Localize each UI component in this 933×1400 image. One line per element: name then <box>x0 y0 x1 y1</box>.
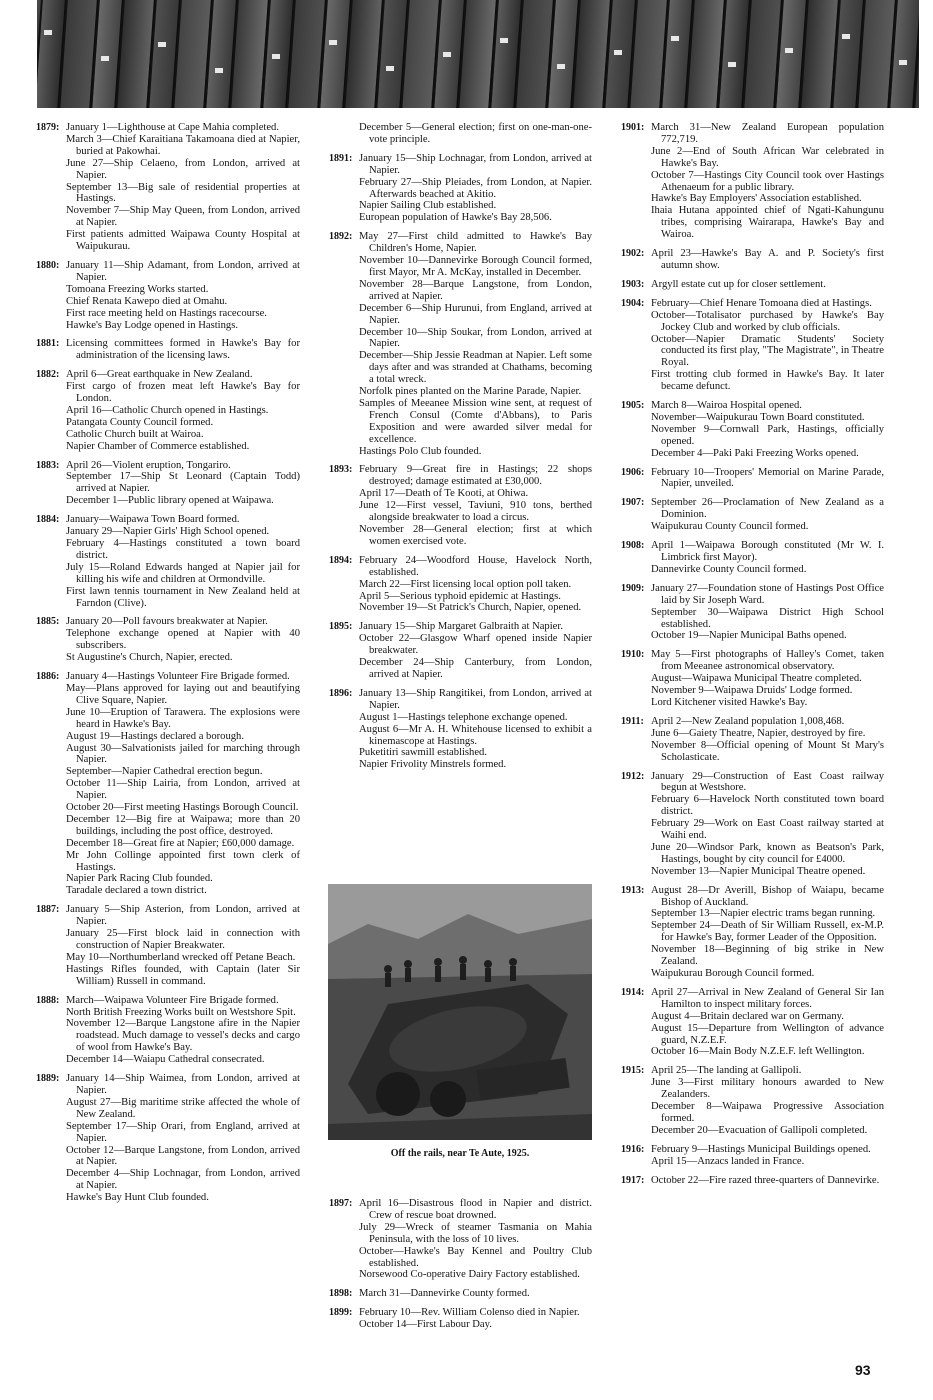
train-wreck-illustration <box>328 884 592 1140</box>
event-entry: January 5—Ship Asterion, from London, arrived at Napier. <box>66 904 300 928</box>
event-entry: August—Waipawa Municipal Theatre completed. <box>651 673 862 685</box>
event-entry: March 22—First licensing local option poll taken. <box>359 578 572 590</box>
event-entry: March 31—Dannevirke County formed. <box>359 1288 530 1300</box>
year-block <box>621 583 884 643</box>
event-entry: March 31—New Zealand European population 772,719. <box>651 122 884 145</box>
spine-label <box>614 50 622 55</box>
event-entry: November 18—Beginning of big strike in New Zealand. <box>651 944 884 968</box>
event-entry: Patangata County Council formed. <box>66 416 214 428</box>
event-entry: October—Totalisator purchased by Hawke's Bay Jockey Club and worked by club officials. <box>651 309 884 333</box>
event-entry: April 17—Death of Te Kooti, at Ohiwa. <box>359 488 529 500</box>
event-entry: November 8—Official opening of Mount St Mary's Scholasticate. <box>651 739 884 763</box>
event-entry: Puketitiri sawmill established. <box>359 747 487 759</box>
year-entries <box>651 1144 884 1168</box>
event-entry: February 29—Work on East Coast railway started at Waihi end. <box>651 818 884 842</box>
event-entry: April 23—Hawke's Bay A. and P. Society's first autumn show. <box>651 248 884 271</box>
event-entry: October 19—Napier Municipal Baths opened. <box>651 630 847 642</box>
year-block <box>36 369 300 452</box>
event-entry: October 22—Glasgow Wharf opened inside Napier breakwater. <box>359 633 592 657</box>
event-entry: Licensing committees formed in Hawke's Bay for administration of the licensing laws. <box>66 338 300 362</box>
event-entry: January 15—Ship Margaret Galbraith at Napier. <box>359 621 563 633</box>
event-entry: January 13—Ship Rangitikei, from London, arrived at Napier. <box>359 687 592 711</box>
event-entry: December 18—Great fire at Napier; £60,000 damage. <box>66 837 295 849</box>
year-block <box>621 400 884 460</box>
year-entries <box>651 1065 884 1136</box>
year-label: 1897: <box>329 1198 353 1209</box>
year-block <box>36 616 300 664</box>
event-entry: May 5—First photographs of Halley's Comet, taken from Meeanee astronomical observatory. <box>651 649 884 673</box>
event-entry: June 6—Gaiety Theatre, Napier, destroyed by fire. <box>651 727 866 739</box>
year-block <box>621 716 884 764</box>
event-entry: November—Waipukurau Town Board constituted. <box>651 411 865 423</box>
event-entry: November 9—Waipawa Druids' Lodge formed. <box>651 685 853 697</box>
event-entry: Hastings Rifles founded, with Captain (later Sir William) Russell in command. <box>66 963 300 987</box>
year-label: 1908: <box>621 540 645 552</box>
year-entries <box>359 688 592 771</box>
event-entry: Samples of Meeanee Mission wine sent, at request of French Consul (Comte d'Abbans), to Paris Exposition and were awarded silver medal for excellence. <box>359 397 592 445</box>
event-entry: November 10—Dannevirke Borough Council formed, first Mayor, Mr A. McKay, installed in December. <box>359 255 592 278</box>
event-entry: Mr John Collinge appointed first town clerk of Hastings. <box>66 849 300 873</box>
event-entry: February 9—Great fire in Hastings; 22 shops destroyed; damage estimated at £30,000. <box>359 464 592 488</box>
event-entry: January 29—Construction of East Coast railway begun at Westshore. <box>651 770 884 794</box>
event-entry: First race meeting held on Hastings racecourse. <box>66 307 267 319</box>
event-entry: Hawke's Bay Hunt Club founded. <box>66 1192 209 1204</box>
event-entry: November 9—Cornwall Park, Hastings, officially opened. <box>651 423 884 447</box>
event-entry: February 24—Woodford House, Havelock North, established. <box>359 554 592 578</box>
event-entry: January 15—Ship Lochnagar, from London, arrived at Napier. <box>359 152 592 176</box>
column-2-list <box>329 153 592 771</box>
year-block <box>621 248 884 272</box>
year-entries <box>66 904 300 987</box>
event-entry: February—Chief Henare Tomoana died at Hastings. <box>651 297 872 309</box>
event-entry: First patients admitted Waipawa County Hospital at Waipukurau. <box>66 229 300 253</box>
event-entry: October—Hawke's Bay Kennel and Poultry Club established. <box>359 1245 592 1269</box>
year-block <box>621 771 884 878</box>
event-entry: October 14—First Labour Day. <box>359 1319 492 1331</box>
year-entries <box>66 338 300 362</box>
event-entry: April 16—Disastrous flood in Napier and district. Crew of rescue boat drowned. <box>359 1198 592 1221</box>
year-block <box>36 122 300 253</box>
spine-label <box>329 40 337 45</box>
event-entry: January 14—Ship Waimea, from London, arrived at Napier. <box>66 1073 300 1096</box>
year-block <box>329 555 592 615</box>
event-entry: January 11—Ship Adamant, from London, arrived at Napier. <box>66 259 300 283</box>
event-entry: Chief Renata Kawepo died at Omahu. <box>66 295 228 307</box>
event-entry: November 7—Ship May Queen, from London, arrived at Napier. <box>66 205 300 229</box>
event-entry: October 7—Hastings City Council took over Hastings Athenaeum for a public library. <box>651 169 884 193</box>
event-entry: September 26—Proclamation of New Zealand as a Dominion. <box>651 497 884 521</box>
spine-label <box>158 42 166 47</box>
year-entries <box>66 995 300 1066</box>
year-entries <box>66 122 300 253</box>
year-block <box>621 1175 884 1187</box>
event-entry: December 14—Waiapu Cathedral consecrated. <box>66 1054 265 1066</box>
event-entry: March 8—Wairoa Hospital opened. <box>651 400 802 412</box>
year-label: 1886: <box>36 671 60 683</box>
year-block <box>329 1288 592 1300</box>
event-entry: May 10—Northumberland wrecked off Petane Beach. <box>66 951 296 963</box>
event-entry: February 27—Ship Pleiades, from London, at Napier. Afterwards beached at Akitio. <box>359 176 592 200</box>
column-2 <box>329 122 592 778</box>
event-entry: January 25—First block laid in connection with construction of Napier Breakwater. <box>66 928 300 951</box>
year-block <box>36 671 300 897</box>
event-entry: August 6—Mr A. H. Whitehouse licensed to exhibit a kinemascope at Hastings. <box>359 723 592 747</box>
year-label: 1892: <box>329 231 353 243</box>
event-entry: Ihaia Hutana appointed chief of Ngati-Kahungunu tribes, comprising Wairarapa, Hawke's Bay and Wairoa. <box>651 205 884 241</box>
year-label: 1885: <box>36 616 60 628</box>
year-label: 1881: <box>36 338 60 350</box>
event-entry: June 2—End of South African War celebrated in Hawke's Bay. <box>651 145 884 169</box>
spine-label <box>272 54 280 59</box>
year-label: 1907: <box>621 497 645 509</box>
event-entry: Taradale declared a town district. <box>66 885 207 897</box>
train-wreck-photo <box>328 884 592 1140</box>
event-entry: April 2—New Zealand population 1,008,468. <box>651 715 845 727</box>
event-entry: Argyll estate cut up for closer settlement. <box>651 278 826 290</box>
event-entry: April 27—Arrival in New Zealand of General Sir Ian Hamilton to inspect military forces. <box>651 986 884 1010</box>
continued-entry: December 5—General election; first on one-man-one-vote principle. <box>359 122 592 145</box>
event-entry: September 13—Napier electric trams began running. <box>651 908 876 920</box>
event-entry: February 9—Hastings Municipal Buildings opened. <box>651 1143 871 1155</box>
year-entries <box>66 514 300 609</box>
year-label: 1889: <box>36 1073 60 1085</box>
year-label: 1913: <box>621 884 645 896</box>
year-block <box>36 995 300 1066</box>
header-photo-books <box>37 0 919 108</box>
year-block <box>36 904 300 987</box>
event-entry: St Augustine's Church, Napier, erected. <box>66 652 233 664</box>
event-entry: May 27—First child admitted to Hawke's Bay Children's Home, Napier. <box>359 231 592 255</box>
year-entries <box>651 716 884 764</box>
year-entries <box>359 464 592 547</box>
year-label: 1899: <box>329 1307 353 1319</box>
spine-label <box>44 30 52 35</box>
event-entry: November 19—St Patrick's Church, Napier, opened. <box>359 602 582 614</box>
event-entry: November 13—Napier Municipal Theatre opened. <box>651 865 866 877</box>
year-block <box>329 464 592 547</box>
year-entries <box>359 153 592 224</box>
event-entry: December 4—Ship Lochnagar, from London, arrived at Napier. <box>66 1168 300 1192</box>
event-entry: November 28—Barque Langstone, from London, arrived at Napier. <box>359 278 592 302</box>
column-3 <box>621 122 884 1194</box>
event-entry: Hastings Polo Club founded. <box>359 445 482 457</box>
year-label: 1896: <box>329 687 353 699</box>
event-entry: Hawke's Bay Lodge opened in Hastings. <box>66 319 238 331</box>
year-block <box>621 987 884 1058</box>
spine-label <box>842 34 850 39</box>
event-entry: Napier Park Racing Club founded. <box>66 873 213 885</box>
event-entry: February 10—Rev. William Colenso died in Napier. <box>359 1307 580 1319</box>
event-entry: Norfolk pines planted on the Marine Parade, Napier. <box>359 386 582 398</box>
event-entry: December 20—Evacuation of Gallipoli completed. <box>651 1124 868 1136</box>
spine-label <box>443 52 451 57</box>
year-label: 1904: <box>621 297 645 309</box>
year-block <box>621 467 884 491</box>
year-label: 1893: <box>329 464 353 476</box>
event-entry: October 22—Fire razed three-quarters of Dannevirke. <box>651 1174 880 1186</box>
year-label: 1916: <box>621 1143 645 1155</box>
year-label: 1898: <box>329 1288 353 1300</box>
year-entries <box>66 616 300 664</box>
year-label: 1879: <box>36 122 60 133</box>
event-entry: January 27—Foundation stone of Hastings Post Office laid by Sir Joseph Ward. <box>651 582 884 606</box>
year-label: 1912: <box>621 770 645 782</box>
year-entries <box>66 260 300 331</box>
year-label: 1880: <box>36 259 60 271</box>
spine-label <box>215 68 223 73</box>
event-entry: First trotting club formed in Hawke's Bay. It later became defunct. <box>651 369 884 393</box>
year-entries <box>651 771 884 878</box>
year-label: 1901: <box>621 122 645 133</box>
year-entries <box>359 1198 592 1281</box>
event-entry: April 6—Great earthquake in New Zealand. <box>66 369 253 381</box>
year-block <box>621 649 884 709</box>
event-entry: November 12—Barque Langstone afire in the Napier roadstead. Much damage to vessel's decks and cargo of wool from Hawke's Bay. <box>66 1018 300 1054</box>
event-entry: November 28—General election; first at which women exercised vote. <box>359 524 592 547</box>
event-entry: April 16—Catholic Church opened in Hastings. <box>66 404 269 416</box>
event-entry: September 17—Ship St Leonard (Captain Todd) arrived at Napier. <box>66 471 300 495</box>
year-entries <box>66 671 300 897</box>
event-entry: Norsewood Co-operative Dairy Factory established. <box>359 1269 580 1281</box>
photo-caption: Off the rails, near Te Aute, 1925. <box>390 1148 530 1159</box>
event-entry: April 25—The landing at Gallipoli. <box>651 1065 802 1077</box>
year-block <box>36 338 300 362</box>
event-entry: August 30—Salvationists jailed for marching through Napier. <box>66 742 300 766</box>
year-block <box>621 1065 884 1136</box>
year-entries <box>66 369 300 452</box>
event-entry: First cargo of frozen meat left Hawke's Bay for London. <box>66 381 300 405</box>
event-entry: October—Napier Dramatic Students' Society conducted its first play, "The Magistrate", in Theatre Royal. <box>651 333 884 369</box>
year-entries <box>651 467 884 491</box>
event-entry: December 4—Paki Paki Freezing Works opened. <box>651 447 859 459</box>
event-entry: Hawke's Bay Employers' Association established. <box>651 193 862 205</box>
year-block <box>36 1073 300 1204</box>
spine-label <box>500 38 508 43</box>
event-entry: September 13—Big sale of residential properties at Hastings. <box>66 181 300 205</box>
year-entries <box>359 555 592 615</box>
spine-label <box>899 60 907 65</box>
event-entry: October 11—Ship Lairia, from London, arrived at Napier. <box>66 778 300 802</box>
year-label: 1917: <box>621 1174 645 1186</box>
year-entries <box>651 122 884 241</box>
year-entries <box>359 621 592 681</box>
event-entry: October 12—Barque Langstone, from London, arrived at Napier. <box>66 1144 300 1168</box>
year-block <box>329 1307 592 1331</box>
year-block <box>621 497 884 533</box>
event-entry: March 3—Chief Karaitiana Takamoana died at Napier, buried at Pakowhai. <box>66 133 300 157</box>
event-entry: December—Ship Jessie Readman at Napier. Left some days after and was stranded at Chathams, becoming a total wreck. <box>359 350 592 386</box>
event-entry: August 4—Britain declared war on Germany. <box>651 1010 844 1022</box>
event-entry: September 17—Ship Orari, from England, arrived at Napier. <box>66 1120 300 1144</box>
event-entry: December 10—Ship Soukar, from London, arrived at Napier. <box>359 326 592 350</box>
column-1 <box>36 122 300 1211</box>
year-label: 1906: <box>621 466 645 478</box>
column-2-lower <box>329 1198 592 1338</box>
event-entry: August 28—Dr Averill, Bishop of Waiapu, became Bishop of Auckland. <box>651 884 884 908</box>
year-entries <box>651 649 884 709</box>
event-entry: October 20—First meeting Hastings Borough Council. <box>66 802 299 814</box>
year-entries <box>359 1307 592 1331</box>
event-entry: May—Plans approved for laying out and beautifying Clive Square, Napier. <box>66 682 300 706</box>
page-number: 93 <box>855 1362 871 1378</box>
year-entries <box>651 279 884 291</box>
event-entry: First lawn tennis tournament in New Zealand held at Farndon (Clive). <box>66 585 300 609</box>
year-block <box>621 540 884 576</box>
event-entry: October 16—Main Body N.Z.E.F. left Wellington. <box>651 1046 865 1058</box>
event-entry: Tomoana Freezing Works started. <box>66 283 209 295</box>
year-entries <box>651 987 884 1058</box>
event-entry: Napier Chamber of Commerce established. <box>66 440 250 452</box>
event-entry: January 29—Napier Girls' High School opened. <box>66 526 270 538</box>
event-entry: January—Waipawa Town Board formed. <box>66 514 240 526</box>
event-entry: European population of Hawke's Bay 28,506. <box>359 212 552 224</box>
event-entry: August 19—Hastings declared a borough. <box>66 730 244 742</box>
event-entry: Telephone exchange opened at Napier with 40 subscribers. <box>66 628 300 652</box>
event-entry: January 20—Poll favours breakwater at Napier. <box>66 616 268 628</box>
year-block <box>621 279 884 291</box>
year-block <box>621 298 884 393</box>
event-entry: Napier Sailing Club established. <box>359 200 497 212</box>
year-block <box>329 231 592 457</box>
year-label: 1882: <box>36 369 60 381</box>
year-entries <box>651 540 884 576</box>
event-entry: April 26—Violent eruption, Tongariro. <box>66 459 231 471</box>
year-label: 1895: <box>329 621 353 633</box>
year-label: 1914: <box>621 986 645 998</box>
event-entry: Lord Kitchener visited Hawke's Bay. <box>651 696 808 708</box>
year-block <box>621 122 884 241</box>
event-entry: Waipukurau County Council formed. <box>651 521 809 533</box>
year-entries <box>66 460 300 508</box>
year-block <box>36 460 300 508</box>
spine-label <box>101 56 109 61</box>
year-entries <box>651 298 884 393</box>
year-entries <box>651 885 884 980</box>
spine-label <box>557 64 565 69</box>
event-entry: June 3—First military honours awarded to New Zealanders. <box>651 1077 884 1101</box>
event-entry: December 8—Waipawa Progressive Association formed. <box>651 1101 884 1124</box>
event-entry: December 24—Ship Canterbury, from London, arrived at Napier. <box>359 657 592 680</box>
event-entry: June 20—Windsor Park, known as Beatson's Park, Hastings, bought by city council for £4000. <box>651 841 884 865</box>
event-entry: North British Freezing Works built on Westshore Spit. <box>66 1006 296 1018</box>
year-label: 1910: <box>621 649 645 661</box>
year-entries <box>651 1175 884 1187</box>
year-block <box>36 260 300 331</box>
event-entry: August 27—Big maritime strike affected the whole of New Zealand. <box>66 1096 300 1120</box>
event-entry: August 15—Departure from Wellington of advance guard, N.Z.E.F. <box>651 1022 884 1046</box>
year-block <box>329 153 592 224</box>
year-label: 1909: <box>621 582 645 594</box>
event-entry: April 5—Serious typhoid epidemic at Hastings. <box>359 590 561 602</box>
year-label: 1902: <box>621 248 645 260</box>
year-block <box>621 1144 884 1168</box>
year-block <box>36 514 300 609</box>
year-label: 1891: <box>329 152 353 164</box>
year-block <box>329 1198 592 1281</box>
event-entry: March—Waipawa Volunteer Fire Brigade formed. <box>66 994 279 1006</box>
year-entries <box>359 1288 592 1300</box>
year-entries <box>359 231 592 457</box>
event-entry: Catholic Church built at Wairoa. <box>66 428 204 440</box>
event-entry: June 10—Eruption of Tarawera. The explosions were heard in Hawke's Bay. <box>66 706 300 730</box>
event-entry: Waipukurau Borough Council formed. <box>651 968 815 979</box>
event-entry: September 30—Waipawa District High School established. <box>651 606 884 630</box>
spine-label <box>785 48 793 53</box>
event-entry: April 1—Waipawa Borough constituted (Mr W. I. Limbrick first Mayor). <box>651 540 884 563</box>
event-entry: February 10—Troopers' Memorial on Marine Parade, Napier, unveiled. <box>651 466 884 490</box>
event-entry: June 27—Ship Celaeno, from London, arrived at Napier. <box>66 157 300 181</box>
event-entry: January 1—Lighthouse at Cape Mahia completed. <box>66 122 279 133</box>
year-entries <box>651 583 884 643</box>
year-entries <box>651 497 884 533</box>
year-label: 1894: <box>329 554 353 566</box>
event-entry: September 24—Death of Sir William Russell, ex-M.P. for Hawke's Bay, former Leader of the Opposition. <box>651 920 884 944</box>
event-entry: January 4—Hastings Volunteer Fire Brigade formed. <box>66 671 290 683</box>
event-entry: February 4—Hastings constituted a town board district. <box>66 538 300 561</box>
year-entries <box>66 1073 300 1204</box>
year-block <box>329 621 592 681</box>
event-entry: December 12—Big fire at Waipawa; more than 20 buildings, including the post office, destroyed. <box>66 813 300 837</box>
spine-label <box>728 62 736 67</box>
event-entry: December 6—Ship Hurunui, from England, arrived at Napier. <box>359 302 592 326</box>
year-label: 1887: <box>36 904 60 916</box>
year-label: 1911: <box>621 715 644 727</box>
event-entry: December 1—Public library opened at Waipawa. <box>66 495 274 507</box>
event-entry: Dannevirke County Council formed. <box>651 563 807 575</box>
year-label: 1888: <box>36 994 60 1006</box>
year-block <box>621 885 884 980</box>
event-entry: April 15—Anzacs landed in France. <box>651 1155 805 1167</box>
year-entries <box>651 400 884 460</box>
year-label: 1903: <box>621 278 645 290</box>
year-label: 1884: <box>36 514 60 526</box>
event-entry: June 12—First vessel, Taviuni, 910 tons, berthed alongside breakwater to load a circus. <box>359 500 592 524</box>
event-entry: July 29—Wreck of steamer Tasmania on Mahia Peninsula, with the loss of 10 lives. <box>359 1221 592 1245</box>
year-label: 1883: <box>36 459 60 471</box>
spine-label <box>386 66 394 71</box>
year-block <box>329 688 592 771</box>
year-label: 1905: <box>621 400 645 412</box>
year-label: 1915: <box>621 1065 645 1077</box>
event-entry: July 15—Roland Edwards hanged at Napier jail for killing his wife and children at Ormondville. <box>66 561 300 585</box>
year-entries <box>651 248 884 272</box>
spine-label <box>671 36 679 41</box>
event-entry: August 1—Hastings telephone exchange opened. <box>359 711 568 723</box>
event-entry: February 6—Havelock North constituted town board district. <box>651 794 884 818</box>
event-entry: Napier Frivolity Minstrels formed. <box>359 759 507 771</box>
event-entry: September—Napier Cathedral erection begun. <box>66 766 263 778</box>
